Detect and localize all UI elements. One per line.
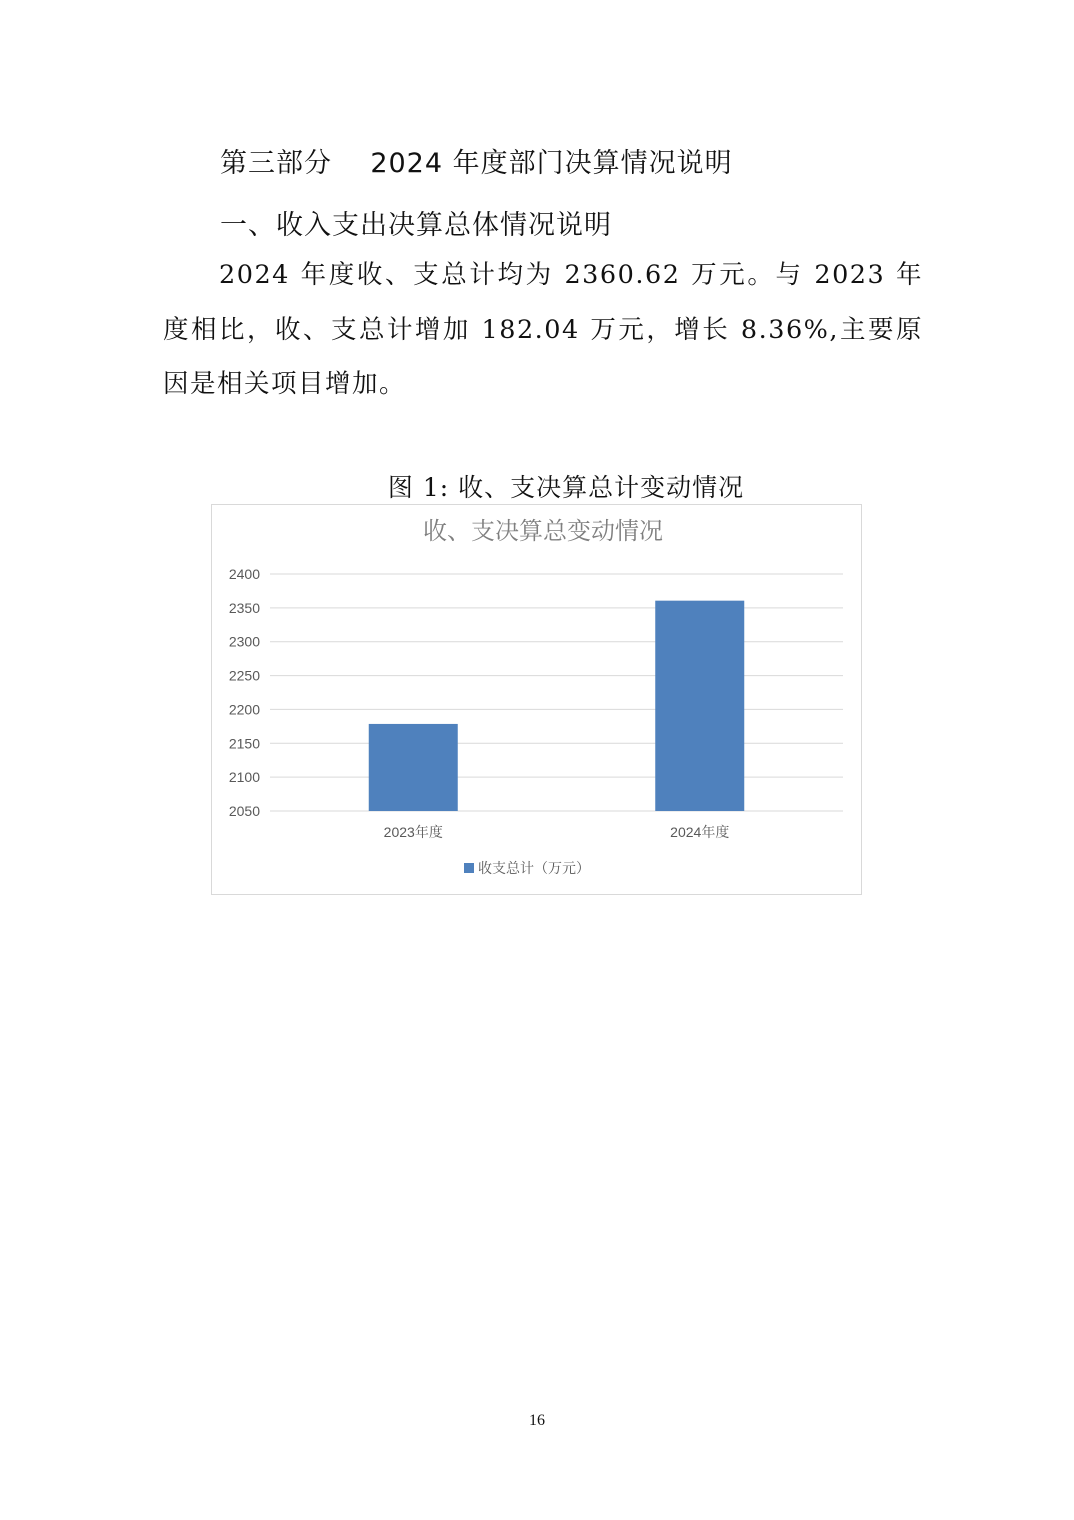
section-title: 一、收入支出决算总体情况说明 xyxy=(220,210,612,241)
y-tick-label: 2350 xyxy=(228,599,260,616)
bars xyxy=(369,601,745,811)
y-tick-label: 2100 xyxy=(228,769,260,786)
y-axis-ticks xyxy=(229,566,260,819)
legend-label: 收支总计（万元） xyxy=(478,861,590,877)
legend xyxy=(464,860,590,877)
y-tick-label: 2050 xyxy=(228,803,260,819)
y-tick-label: 2400 xyxy=(228,566,260,582)
chart-container xyxy=(211,504,862,895)
chart-title: 收、支决算总变动情况 xyxy=(423,517,663,545)
bar-1 xyxy=(369,724,458,811)
x-tick-label: 2023年度 xyxy=(383,824,443,840)
bar-2 xyxy=(655,601,744,811)
figure-caption: 图 1: 收、支决算总计变动情况 xyxy=(387,473,745,502)
page-number: 16 xyxy=(529,1412,545,1429)
part-title: 第三部分 2024 年度部门决算情况说明 xyxy=(220,148,733,179)
x-axis-ticks xyxy=(384,824,730,840)
y-tick-label: 2300 xyxy=(228,633,260,650)
y-tick-label: 2200 xyxy=(228,701,260,718)
bar-chart xyxy=(212,505,861,894)
y-tick-label: 2150 xyxy=(228,735,260,752)
body-paragraph: 2024 年度收、支总计均为 2360.62 万元。与 2023 年度相比，收、支总计增加 182.04 万元，增长 8.36%,主要原因是相关项目增加。 xyxy=(163,260,923,399)
legend-swatch xyxy=(464,863,474,873)
y-tick-label: 2250 xyxy=(228,667,260,684)
gridlines xyxy=(270,574,843,811)
x-tick-label: 2024年度 xyxy=(670,824,730,840)
